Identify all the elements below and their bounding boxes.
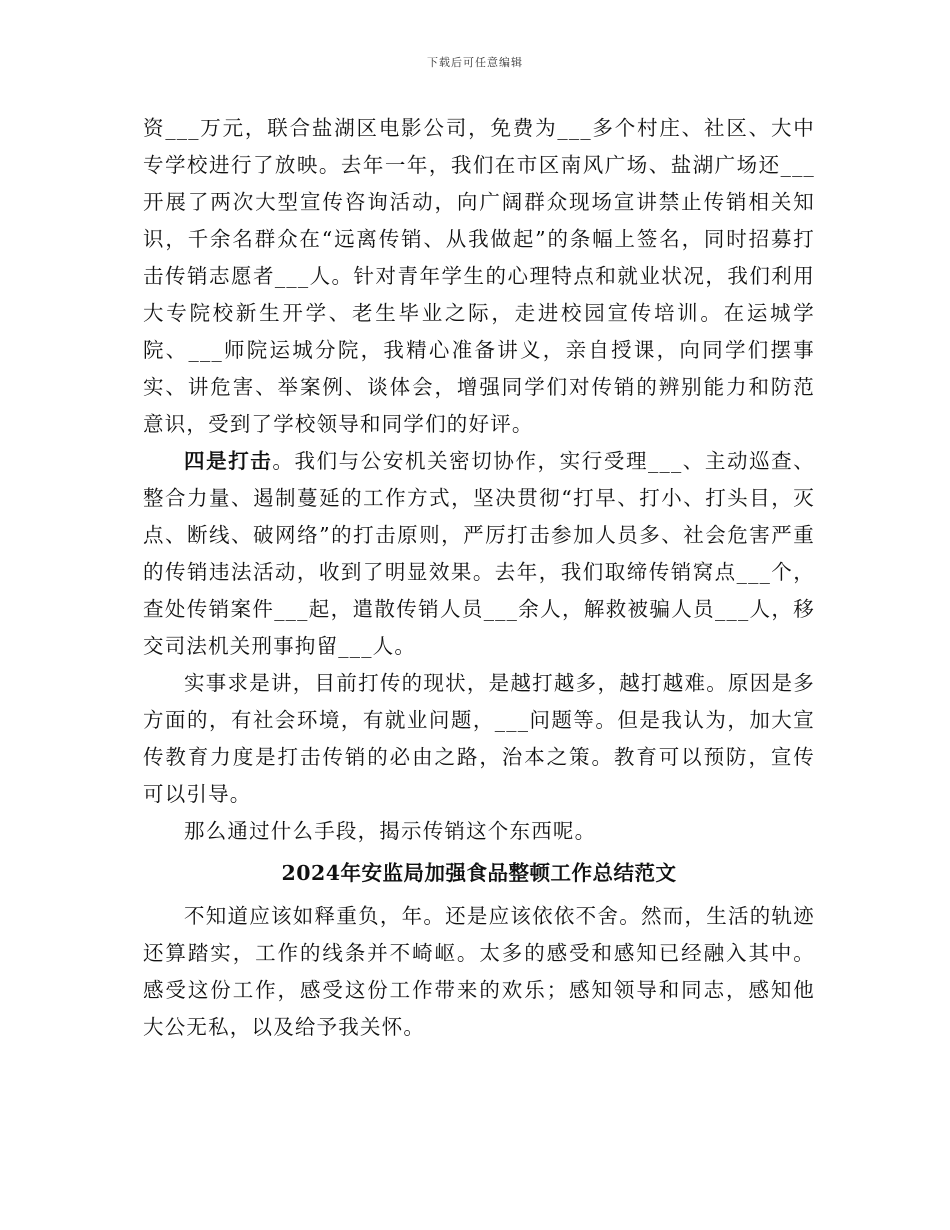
paragraph-crackdown-text: 。我们与公安机关密切协作，实行受理___、主动巡查、整合力量、遏制蔓延的工作方式，坚决贯彻“打早、打小、打头目，灭点、断线、破网络”的打击原则，严厉打击参加人员多、社会危害严重的传销违法活动，收到了明显效果。去年，我们取缔传销窝点___个，查处传销案件___起，遣散传销人员___余人，解救被骗人员___人，移交司法机关刑事拘留___人。	[143, 449, 815, 658]
page-header: 下载后可任意编辑	[427, 56, 523, 69]
paragraph-status: 实事求是讲，目前打传的现状，是越打越多，越打越难。原因是多方面的，有社会环境，有就业问题，___问题等。但是我认为，加大宣传教育力度是打击传销的必由之路，治本之策。教育可以预防，宣传可以引导。	[143, 671, 815, 806]
paragraph-crackdown-lead: 四是打击	[184, 449, 273, 473]
paragraph-publicity: 资___万元，联合盐湖区电影公司，免费为___多个村庄、社区、大中专学校进行了放映。去年一年，我们在市区南风广场、盐湖广场还___开展了两次大型宣传咨询活动，向广阔群众现场宣讲禁止传销相关知识，千余名群众在“远离传销、从我做起”的条幅上签名，同时招募打击传销志愿者___人。针对青年学生的心理特点和就业状况，我们利用大专院校新生开学、老生毕业之际，走进校园宣传培训。在运城学院、___师院运城分院，我精心准备讲义，亲自授课，向同学们摆事实、讲危害、举案例、谈体会，增强同学们对传销的辨别能力和防范意识，受到了学校领导和同学们的好评。	[143, 116, 815, 436]
paragraph-crackdown	[143, 443, 815, 665]
document-body	[143, 110, 815, 1046]
paragraph-intro: 不知道应该如释重负，年。还是应该依依不舍。然而，生活的轨迹还算踏实，工作的线条并不崎岖。太多的感受和感知已经融入其中。感受这份工作，感受这份工作带来的欢乐；感知领导和同志，感知他大公无私，以及给予我关怀。	[143, 904, 815, 1039]
paragraph-question: 那么通过什么手段，揭示传销这个东西呢。	[184, 819, 597, 843]
section-title: 2024年安监局加强食品整顿工作总结范文	[281, 861, 677, 885]
